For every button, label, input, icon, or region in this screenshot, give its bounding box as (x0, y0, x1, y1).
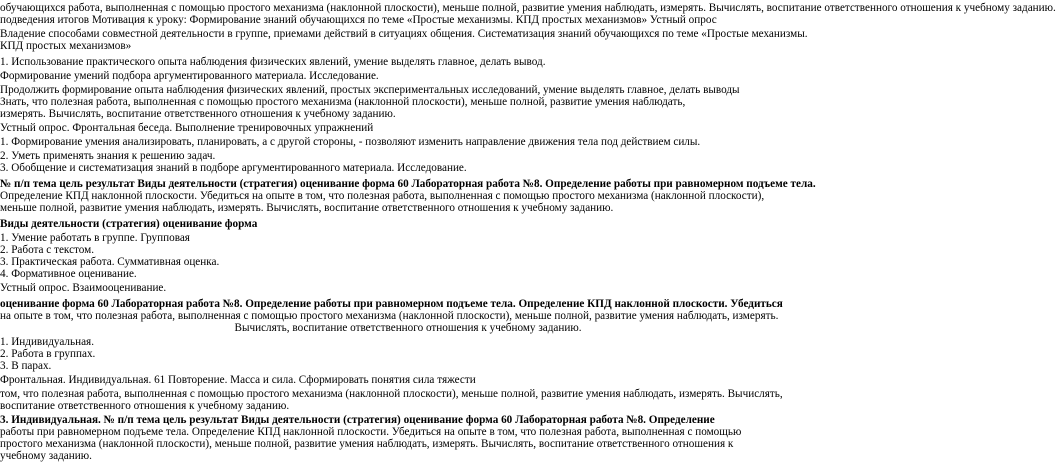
text-line: Фронтальная. Индивидуальная. 61 Повторение. Масса и сила. Сформировать понятия сила тяжести (0, 374, 476, 386)
text-line: 3. Индивидуальная. № п/п тема цель результат Виды деятельности (стратегия) оценивание форма 60 Лабораторная работа №8. Определение (0, 414, 715, 426)
text-line: простого механизма (наклонной плоскости), меньше полной, развитие умения наблюдать, измерять. Вычислять, воспитание ответственного отношения к (0, 438, 734, 450)
text-line: 2. Работа с текстом. (0, 244, 95, 256)
text-line: 3. Обобщение и систематизация знаний в подборе аргументированного материала. Исследование. (0, 162, 467, 174)
text-line: обучающихся работа, выполненная с помощью простого механизма (наклонной плоскости), меньше полной, развитие умения наблюдать, измерять. Вычислять, воспитание ответственного отношения к учебному заданию. (0, 2, 1056, 14)
text-line: Формирование умений подбора аргументированного материала. Исследование. (0, 70, 379, 82)
text-line: воспитание ответственного отношения к учебному заданию. (0, 400, 290, 412)
text-line: подведения итогов Мотивация к уроку: Формирование знаний обучающихся по теме «Простые механизмы. КПД простых механизмов» Устный опрос (0, 14, 717, 26)
text-line: 1. Индивидуальная. (0, 336, 94, 348)
text-line: измерять. Вычислять, воспитание ответственного отношения к учебному заданию. (0, 108, 396, 120)
text-line: Виды деятельности (стратегия) оценивание форма (0, 218, 258, 230)
text-line: 3. В парах. (0, 360, 52, 372)
text-line: 2. Уметь применять знания к решению задач. (0, 150, 216, 162)
text-line: учебному заданию. (0, 450, 92, 462)
text-line: 1. Формирование умения анализировать, планировать, а с другой стороны, - позволяют изменить направление движения тела под действием силы. (0, 136, 701, 148)
text-line: 1. Использование практического опыта наблюдения физических явлений, умение выделять главное, делать вывод. (0, 56, 546, 68)
text-line: Вычислять, воспитание ответственного отношения к учебному заданию. (234, 322, 582, 334)
text-line: Определение КПД наклонной плоскости. Убедиться на опыте в том, что полезная работа, выполненная с помощью простого механизма (наклонной плоскости), (0, 190, 765, 202)
text-line: меньше полной, развитие умения наблюдать, измерять. Вычислять, воспитание ответственного отношения к учебному заданию. (0, 202, 614, 214)
text-line: на опыте в том, что полезная работа, выполненная с помощью простого механизма (наклонной плоскости), меньше полной, развитие умения наблюдать, измерять. (0, 310, 779, 322)
text-line: 3. Практическая работа. Суммативная оценка. (0, 256, 220, 268)
text-line: оценивание форма 60 Лабораторная работа №8. Определение работы при равномерном подъеме тела. Определение КПД наклонной плоскости. Убедиться (0, 298, 783, 310)
text-line: том, что полезная работа, выполненная с помощью простого механизма (наклонной плоскости), меньше полной, развитие умения наблюдать, измерять. Вычислять, (0, 388, 783, 400)
text-line: КПД простых механизмов» (0, 40, 132, 52)
text-line: Продолжить формирование опыта наблюдения физических явлений, простых экспериментальных исследований, умение выделять главное, делать выводы (0, 84, 740, 96)
text-line: Знать, что полезная работа, выполненная с помощью простого механизма (наклонной плоскости), меньше полной, развитие умения наблюдать, (0, 96, 686, 108)
text-line: Устный опрос. Взаимооценивание. (0, 282, 167, 294)
text-line: 2. Работа в группах. (0, 348, 96, 360)
text-line: 1. Умение работать в группе. Групповая (0, 232, 190, 244)
text-line: 4. Формативное оценивание. (0, 268, 137, 280)
text-line: № п/п тема цель результат Виды деятельности (стратегия) оценивание форма 60 Лабораторная работа №8. Определение работы при равномерном подъеме тела. (0, 178, 816, 190)
text-line: работы при равномерном подъеме тела. Определение КПД наклонной плоскости. Убедиться на опыте в том, что полезная работа, выполненная с помощью (0, 426, 742, 438)
text-line: Владение способами совместной деятельности в группе, приемами действий в ситуациях общения. Систематизация знаний обучающихся по теме «Простые механизмы. (0, 28, 808, 40)
text-line: Устный опрос. Фронтальная беседа. Выполнение тренировочных упражнений (0, 122, 374, 134)
